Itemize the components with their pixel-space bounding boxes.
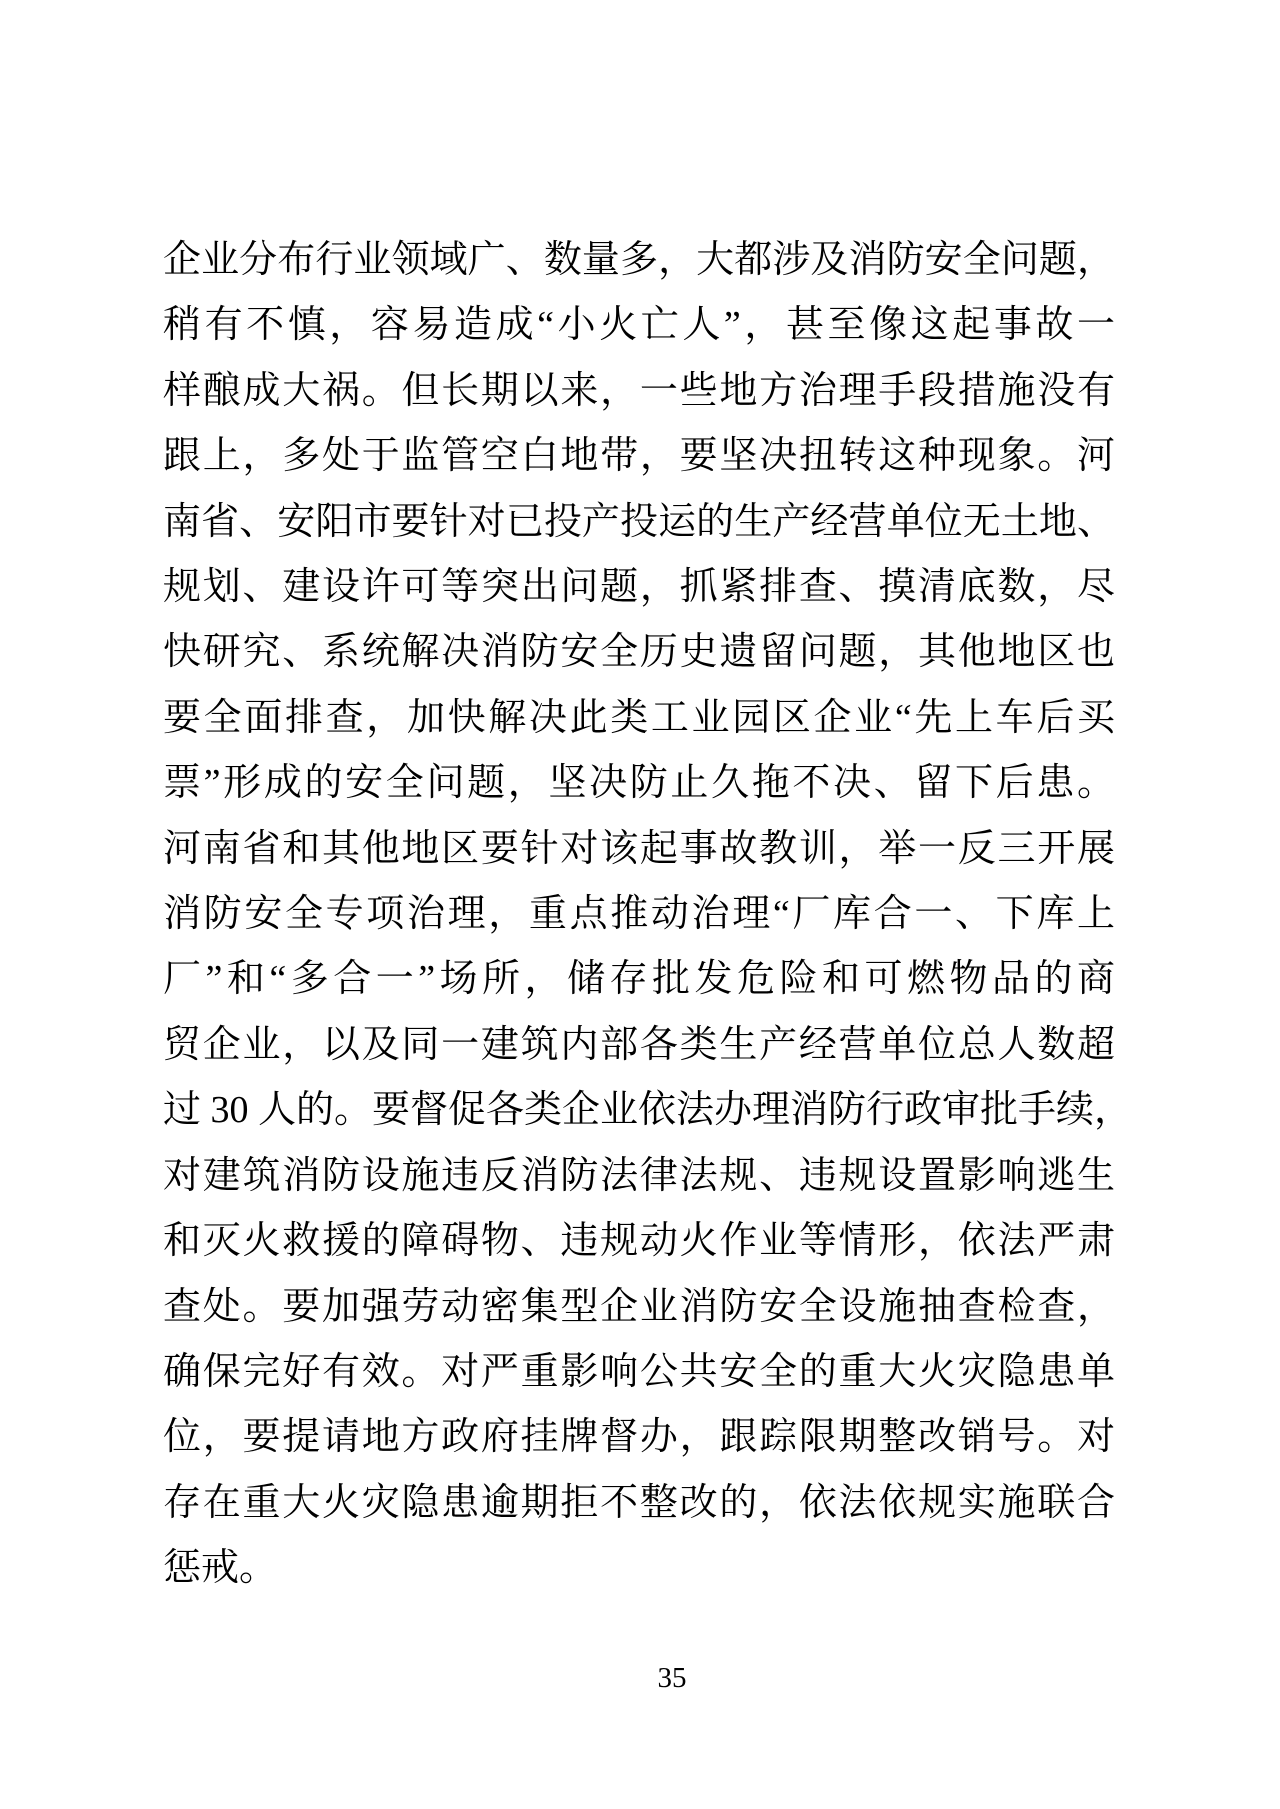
text-line: 样酿成大祸。但长期以来，一些地方治理手段措施没有 (163, 369, 1115, 412)
text-line: 票”形成的安全问题，坚决防止久拖不决、留下后患。 (163, 762, 1115, 805)
page-number: 35 (657, 1662, 687, 1694)
text-line: 查处。要加强劳动密集型企业消防安全设施抽查检查， (163, 1285, 1115, 1328)
text-line: 企业分布行业领域广、数量多，大都涉及消防安全问题， (163, 239, 1115, 281)
text-line: 消防安全专项治理，重点推动治理“厂库合一、下库上 (163, 893, 1115, 936)
text-line: 确保完好有效。对严重影响公共安全的重大火灾隐患单 (163, 1350, 1115, 1393)
text-line: 位，要提请地方政府挂牌督办，跟踪限期整改销号。对 (163, 1416, 1115, 1459)
paragraph-block (163, 228, 1133, 1602)
text-line: 厂”和“多合一”场所，储存批发危险和可燃物品的商 (163, 958, 1115, 1001)
text-line: 河南省和其他地区要针对该起事故教训，举一反三开展 (163, 827, 1115, 870)
text-line: 快研究、系统解决消防安全历史遗留问题，其他地区也 (163, 631, 1115, 674)
text-line: 对建筑消防设施违反消防法律法规、违规设置影响逃生 (163, 1154, 1115, 1197)
text-line: 过 30 人的。要督促各类企业依法办理消防行政审批手续， (163, 1089, 1133, 1132)
text-line: 存在重大火灾隐患逾期拒不整改的，依法依规实施联合 (163, 1481, 1115, 1524)
text-line: 跟上，多处于监管空白地带，要坚决扭转这种现象。河 (163, 435, 1115, 478)
text-line: 和灭火救援的障碍物、违规动火作业等情形，依法严肃 (163, 1220, 1115, 1263)
text-line: 南省、安阳市要针对已投产投运的生产经营单位无土地、 (163, 500, 1115, 543)
text-line: 稍有不慎，容易造成“小火亡人”，甚至像这起事故一 (163, 304, 1115, 347)
text-line: 惩戒。 (163, 1547, 278, 1590)
text-line: 贸企业，以及同一建筑内部各类生产经营单位总人数超 (163, 1023, 1115, 1066)
text-line: 规划、建设许可等突出问题，抓紧排查、摸清底数，尽 (163, 566, 1115, 609)
text-line: 要全面排查，加快解决此类工业园区企业“先上车后买 (163, 696, 1115, 739)
